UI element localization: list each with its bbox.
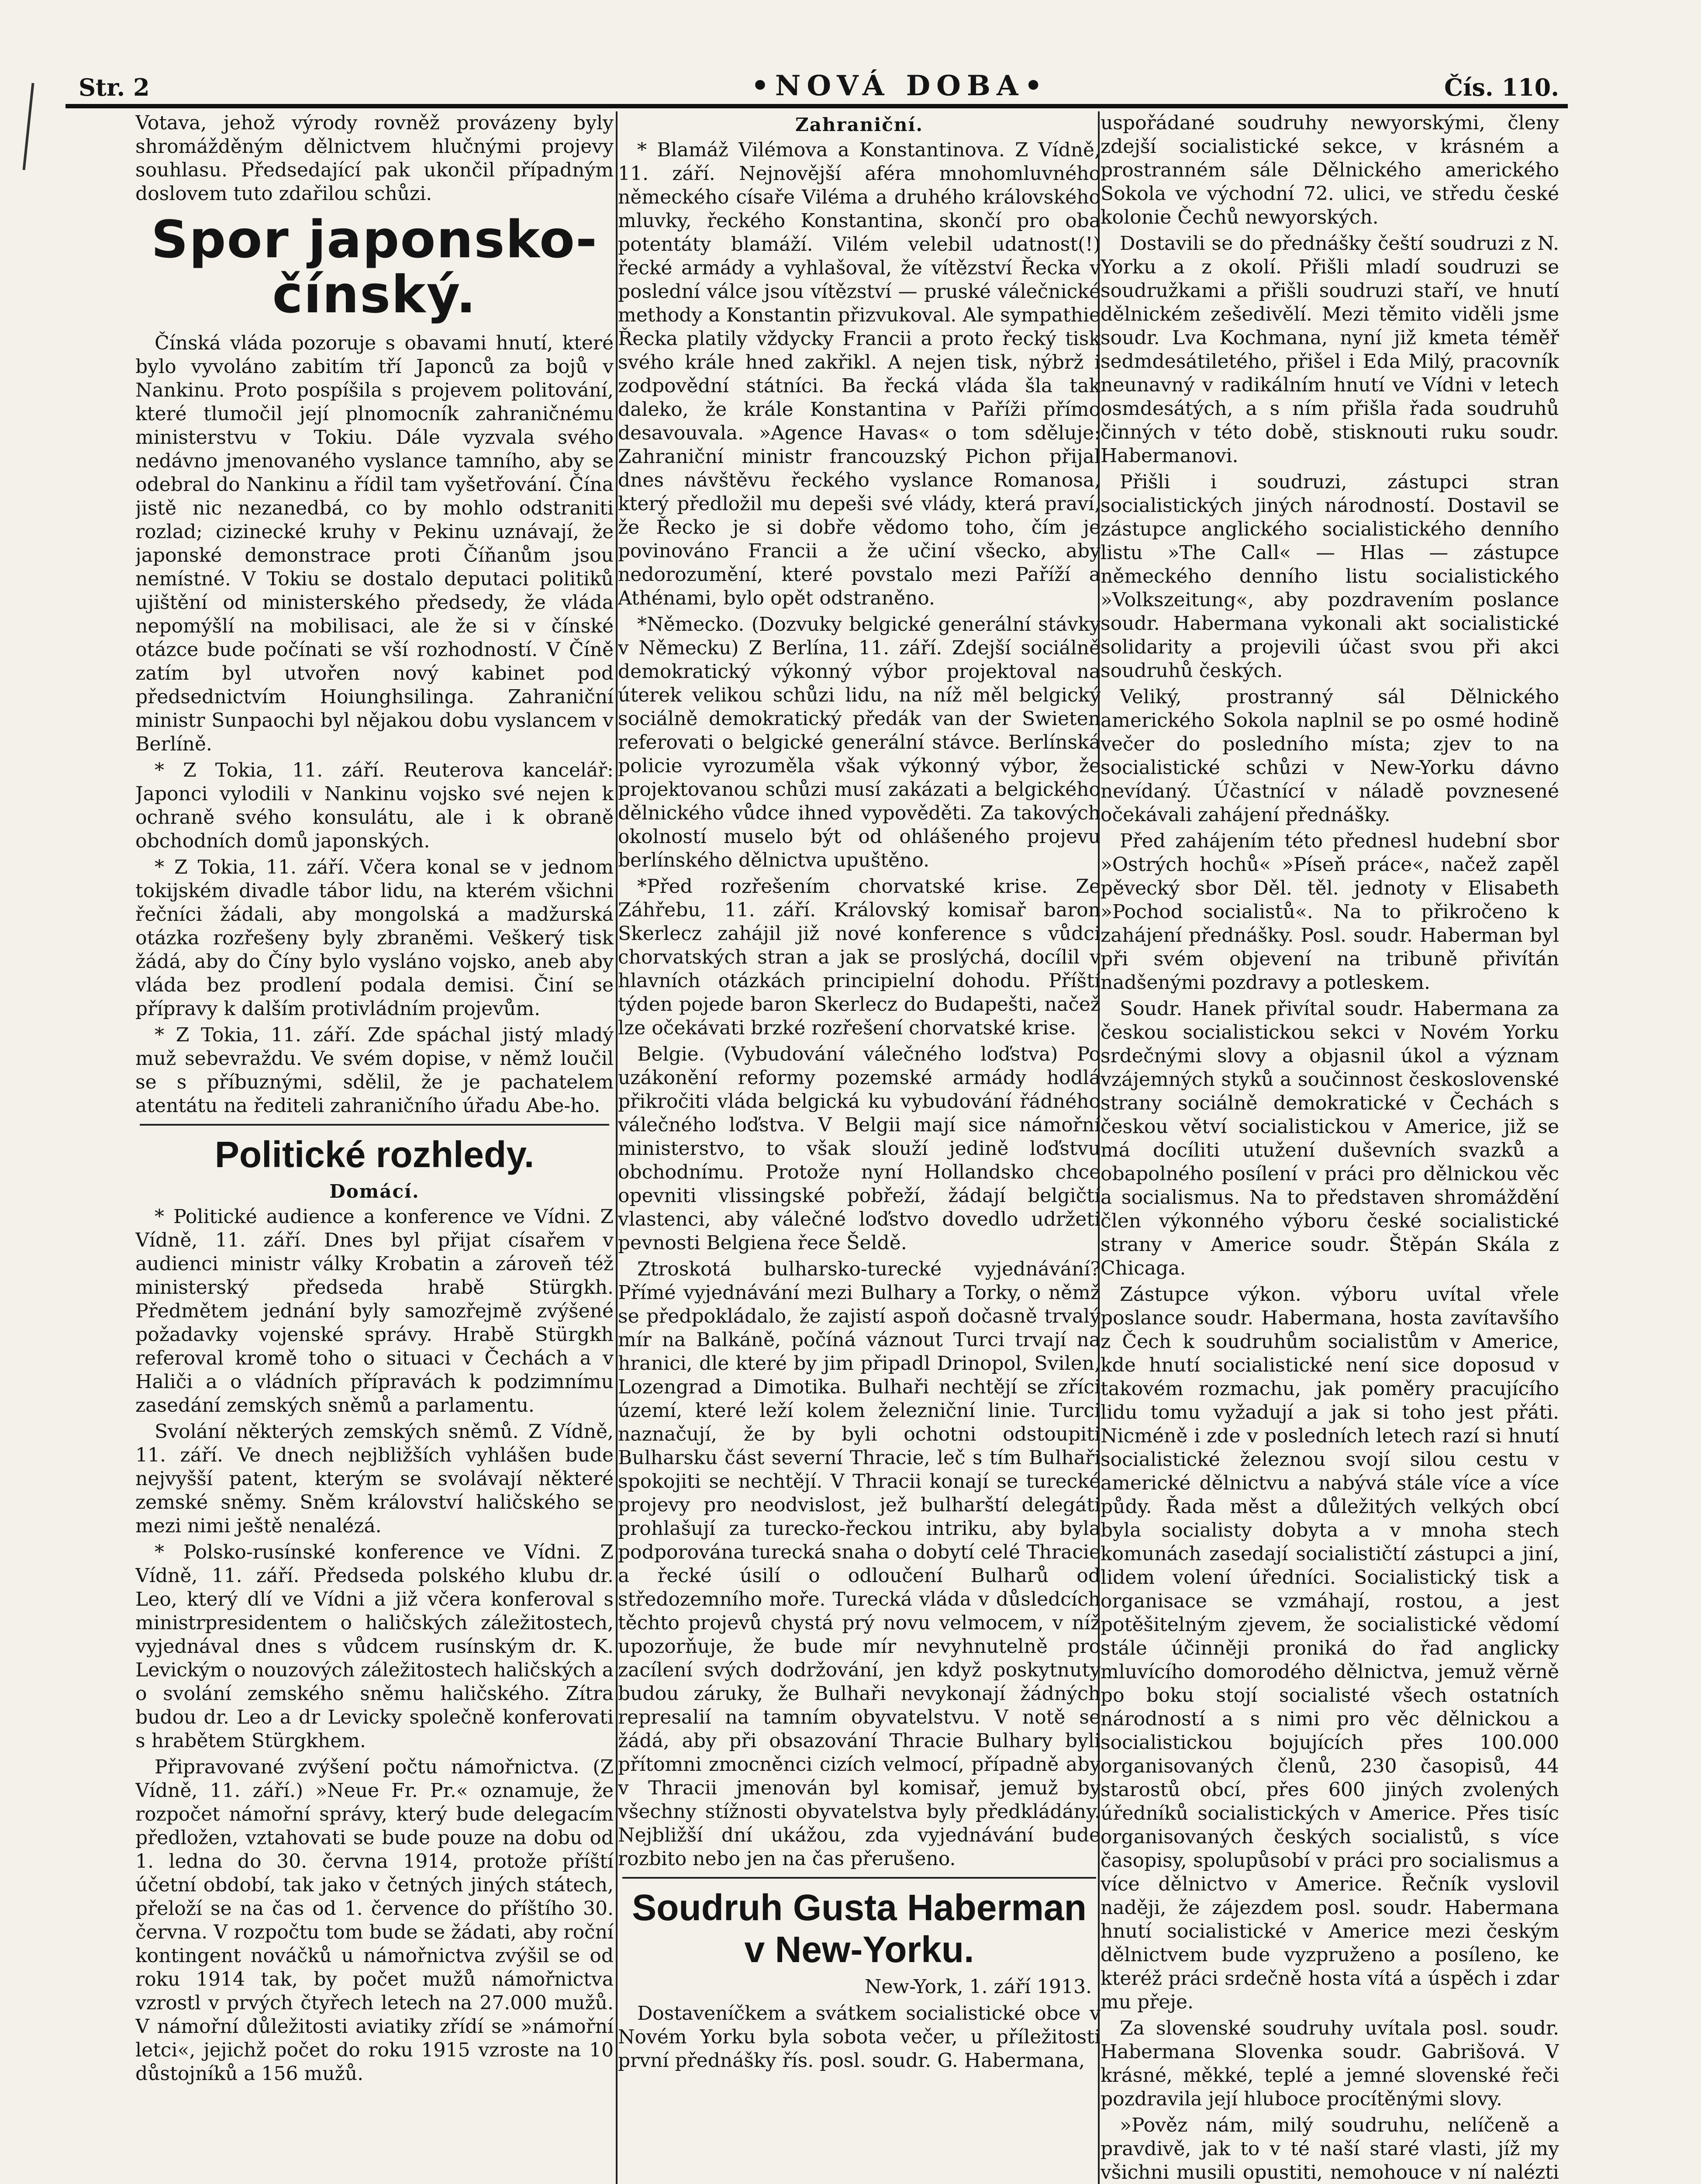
column-2: [618, 111, 1101, 2184]
news-item: Připravované zvýšení počtu námořnictva. (Z Vídně, 11. září.) »Neue Fr. Pr.« oznamuje, že rozpočet námořní správy, který bude delegacím předložen, vztahovati se bude pouze na dobu od 1. ledna do 30. června 1914, protože příští účetní období, tak jako v četných jiných státech, přeloží se na čas od 1. července do příštího 30. června. V rozpočtu tom bude se žádati, aby roční kontingent nováčků u námořnictva zvýšil se od roku 1914 tak, by počet mužů námořnictva vzrostl v prvých čtyřech letech na 27.000 mužů. V námořní důležitosti aviatiky zřídí se »námořní letci«, jejichž počet do roku 1915 vzroste na 10 důstojníků a 156 mužů.: [135, 1756, 614, 2085]
column-rule-1: [616, 111, 618, 2184]
article-paragraph: Dostaveníčkem a svátkem socialistické obce v Novém Yorku byla sobota večer, u příležitosti první přednášky řís. posl. soudr. G. Habermana,: [618, 2002, 1101, 2072]
news-item: Ztroskotá bulharsko-turecké vyjednávání? Přímé vyjednávání mezi Bulhary a Torky, o němž se předpokládalo, že zajistí aspoň dočasně trvalý mír na Balkáně, počíná váznout Turci trvají na hranici, dle které by jim připadl Drinopol, Svilen, Lozengrad a Dimotika. Bulhaři nechtějí se zříci území, které leží kolem železniční linie. Turci naznačují, že by byli ochotni odstoupiti Bulharsku část severní Thracie, leč s tím Bulhaři spokojiti se nechtějí. V Thracii konají se turecké projevy pro neodvislost, jež bulharští delegáti prohlašují za turecko-řeckou intriku, aby byla podporována turecká snaha o dobytí celé Thracie a řecké úsilí o odloučení Bulharů od středozemního moře. Turecká vláda v důsledcích těchto projevů chystá prý novu velmocem, v níž upozorňuje, že bude mír nevyhnutelně pro zacílení svých dodržování, jen když poskytnuty budou záruky, že Bulhaři nevykonají žádných represalií na tamním obyvatelstvu. V notě se žádá, aby při obsazování Thracie Bulhary byli přítomni zmocněnci cizích velmocí, případně aby v Thracii jmenován byl komisař, jemuž by všechny stížnosti obyvatelstva byly předkládány. Nejbližší dní ukážou, zda vyjednávání bude rozbito nebo jen na čas přerušeno.: [618, 1258, 1101, 1870]
news-item: Svolání některých zemských sněmů. Z Vídně, 11. září. Ve dnech nejbližších vyhlášen bude nejvyšší patent, kterým se svolávají některé zemské sněmy. Sněm království haličského se mezi nimi ještě nenalézá.: [135, 1420, 614, 1537]
column-3: [1101, 111, 1559, 2184]
news-item: * Blamáž Vilémova a Konstantinova. Z Vídně, 11. září. Nejnovější aféra mnohomluvného německého císaře Viléma a druhého královského mluvky, řeckého Konstantina, skončí pro oba potentáty blamáží. Vilém velebil udatnost(!) řecké armády a vyhlašoval, že vítězství Řecka v poslední válce jsou vítězství — pruské válečnické methody a Konstantin přizvukoval. Ale sympathie Řecka platily vždycky Francii a proto řecký tisk svého krále hned zakřikl. A nejen tisk, nýbrž i zodpovědní státníci. Ba řecká vláda šla tak daleko, že krále Konstantina v Paříži přímo desavouvala. »Agence Havas« o tom sděluje: Zahraniční ministr francouzský Pichon přijal dnes návštěvu řeckého vyslance Romanosa, který předložil mu depeši své vlády, která praví, že Řecko je si dobře vědomo toho, čím je povinováno Francii a že učiní všecko, aby nedorozumění, které povstalo mezi Paříží a Athénami, bylo opět odstraněno.: [618, 139, 1101, 609]
section-subtitle-domaci: Domácí.: [329, 1181, 420, 1202]
article-paragraph: * Z Tokia, 11. září. Reuterova kancelář: Japonci vylodili v Nankinu vojsko své nejen k ochraně svého konsulátu, ale i k obraně obchodních domů japonských.: [135, 759, 614, 852]
news-item: * Polsko-rusínské konference ve Vídni. Z Vídně, 11. září. Předseda polského klubu dr. Leo, který dlí ve Vídni a již včera konferoval s ministrpresidentem o haličských záležitostech, vyjednával dnes s vůdcem rusínským dr. K. Levickým o nouzových záležitostech haličských a o svolání zemského sněmu haličského. Zítra budou dr. Leo a dr Levicky společně konferovati s hrabětem Stürgkhem.: [135, 1541, 614, 1752]
section-title-politicke: Politické rozhledy.: [214, 1134, 535, 1175]
article-paragraph: uspořádané soudruhy newyorskými, členy zdejší socialistické sekce, v krásném a prostranném sále Dělnického amerického Sokola ve východní 72. ulici, ve středu české kolonie Čechů newyorských.: [1101, 112, 1559, 228]
article-paragraph: Soudr. Hanek přivítal soudr. Habermana za českou socialistickou sekci v Novém Yorku srdečnými slovy a objasnil úkol a význam vzájemných styků a součinnost československé strany sociálně demokratické v Čechách s českou větví socialistickou v Americe, již se má docíliti utužení duševních svazků a obapolného posílení v práci pro dělnickou věc a socialismus. Na to představen shromáždění člen výkonného výboru české socialistické strany v Americe soudr. Štěpán Skála z Chicaga.: [1101, 998, 1559, 1279]
article-paragraph: * Z Tokia, 11. září. Včera konal se v jednom tokijském divadle tábor lidu, na kterém všichni řečníci žádali, aby mongolská a madžurská otázka rozřešeny byly zbraněmi. Veškerý tisk žádá, aby do Číny bylo vysláno vojsko, aneb aby vláda bez prodlení podala demisi. Činí se přípravy k dalším protivládním projevům.: [135, 856, 614, 1020]
article-paragraph: * Z Tokia, 11. září. Zde spáchal jistý mladý muž sebevraždu. Ve svém dopise, v němž loučil se s příbuznými, sdělil, že je pachatelem atentátu na řediteli zahraničního úřadu Abe-ho.: [135, 1024, 614, 1117]
page-header: [66, 56, 1568, 108]
news-item: *Německo. (Dozvuky belgické generální stávky v Německu) Z Berlína, 11. září. Zdejší sociálně demokratický výkonný výbor projektoval na úterek velikou schůzi lidu, na níž měl belgický sociálně demokratický předák van der Swieten referovati o belgické generální stávce. Berlínská policie vyrozuměla však výkonný výbor, že projektovanou schůzi musí zakázati a belgického dělnického vůdce ihned vypověděti. Za takových okolností muselo být od ohlášeného projevu berlínského dělnictva upuštěno.: [618, 613, 1101, 871]
masthead: •NOVÁ DOBA•: [751, 69, 1049, 102]
news-item: Belgie. (Vybudování válečného loďstva) Po uzákonění reformy pozemské armády hodlá přikročiti vláda belgická ku vybudování řádného válečného loďstva. V Belgii mají sice námořní ministerstvo, to však slouží jedině loďstvu obchodnímu. Protože nyní Hollandsko chce opevniti vlissingské pobřeží, žádají belgičtí vlastenci, aby válečné loďstvo dovedlo udržeti pevnosti Belgiena řece Šeldě.: [618, 1043, 1101, 1254]
article-paragraph: Zástupce výkon. výboru uvítal vřele poslance soudr. Habermana, hosta zavítavšího z Čech k soudruhům socialistům v Americe, kde hnutí socialistické není sice doposud v takovém rozmachu, jak poměry pracujícího lidu tomu vyžadují a jak si toho jest přáti. Nicméně i zde v posledních letech razí si hnutí socialistické železnou svojí silou cestu v americké dělnictvu a nabývá stále více a více půdy. Řada měst a důležitých velkých obcí byla socialisty dobyta a v mnoha stech komunách zasedají socialističtí zástupci a jiní, lidem volení úředníci. Socialistický tisk a organisace se vzmáhají, rostou, a jest potěšitelným zjevem, že socialistické vědomí stále účinněji proniká do řad anglicky mluvícího domorodého dělnictva, jemuž věrně po boku stojí socialisté všech ostatních národností a s nimi pro věc dělnickou a socialistickou bojujících přes 100.000 organisovaných členů, 230 časopisů, 44 starostů obcí, přes 600 jiných zvolených úředníků socialistických v Americe. Přes tisíc organisovaných českých socialistů, s více časopisy, spolupůsobí v práci pro socialismus a více dělnictvo v Americe. Řečník vyslovil naději, že zájezdem posl. soudr. Habermana hnutí socialistické v Americe mezi českým dělnictvem bude vyzpruženo a posíleno, ke kteréž práci srdečně hosta vítá a úspěch i zdar mu přeje.: [1101, 1283, 1559, 2013]
margin-pen-mark: [23, 83, 38, 170]
section-subtitle-zahranicni: Zahraniční.: [795, 114, 923, 135]
article-title-haberman: Soudruh Gusta Haberman v New-Yorku.: [632, 1887, 1087, 1970]
news-item: *Před rozřešením chorvatské krise. Ze Záhřebu, 11. září. Královský komisař baron Skerlecz zahájil již nové konference s vůdci chorvatských stran a jak se proslýchá, docílil v hlavních otázkách principielní dohodu. Příští týden pojede baron Skerlecz do Budapešti, načež lze očekávati brzké rozřešení chorvatské krise.: [618, 875, 1101, 1039]
section-divider: [140, 1124, 609, 1126]
dateline: New-York, 1. září 1913.: [864, 1976, 1092, 1998]
article-title-spor: Spor japonsko-čínský.: [151, 209, 598, 325]
news-item: * Politické audience a konference ve Vídni. Z Vídně, 11. září. Dnes byl přijat císařem v audienci ministr války Krobatin a zároveň též ministerský předseda hrabě Stürgkh. Předmětem jednání byly samozřejmě zvýšené požadavky vojenské správy. Hrabě Stürgkh referoval kromě toho o situaci v Čechách a v Haliči a o vládních přípravách k podzimnímu zasedání zemských sněmů a parlamentu.: [135, 1206, 614, 1417]
article-paragraph: Za slovenské soudruhy uvítala posl. soudr. Habermana Slovenka soudr. Gabrišová. V krásné, měkké, teplé a jemné slovenské řeči pozdravila její hluboce procítěnými slovy.: [1101, 2017, 1559, 2110]
article-paragraph: Čínská vláda pozoruje s obavami hnutí, které bylo vyvoláno zabitím tří Japonců za bojů v Nankinu. Proto pospíšila s projevem politování, které tlumočil její plnomocník zahraničnému ministerstvu v Tokiu. Dále vyzvala svého nedávno jmenovaného vyslance tamního, aby se odebral do Nankinu a řídil tam vyšetřování. Čína jistě nic nezanedbá, co by mohlo odstraniti rozlad; cizinecké kruhy v Pekinu uznávají, že japonské demonstrace proti Číňanům jsou nemístné. V Tokiu se dostalo deputaci politiků ujištění od ministerského předsedy, že vláda nepomýšlí na mobilisaci, ale že si v čínské otázce bude počínati se vší rozhodností. V Číně zatím byl utvořen nový kabinet pod předsednictvím Hoiunghsilinga. Zahraniční ministr Sunpaochi byl nějakou dobu vyslancem v Berlíně.: [135, 332, 614, 755]
section-divider: [622, 1877, 1096, 1879]
issue-number: Čís. 110.: [1444, 73, 1559, 101]
column-1: [135, 111, 614, 2184]
article-paragraph: Přišli i soudruzi, zástupci stran socialistických jiných národností. Dostavil se zástupce anglického socialistického denního listu »The Call« — Hlas — zástupce německého denního listu socialistického »Volkszeitung«, aby pozdravením poslance soudr. Habermana vykonali akt socialistické solidarity a projevili účast svou při akci soudruhů českých.: [1101, 471, 1559, 682]
intro-paragraph: Votava, jehož výrody rovněž provázeny byly shromážděným dělnictvem hlučnými projevy souhlasu. Předsedající pak ukončil případným doslovem tuto zdařilou schůzi.: [135, 112, 614, 205]
article-paragraph: Před zahájením této přednesl hudební sbor »Ostrých hochů« »Píseň práce«, načež zapěl pěvecký sbor Děl. těl. jednoty v Elisabeth »Pochod socialistů«. Na to přikročeno k zahájení přednášky. Posl. soudr. Haberman byl při svém objevení na tribuně přivítán nadšenými pozdravy a potleskem.: [1101, 830, 1559, 994]
article-paragraph: Dostavili se do přednášky čeští soudruzi z N. Yorku a z okolí. Přišli mladí soudruzi se soudružkami a přišli soudruzi staří, ve hnutí dělnickém zešedivělí. Mezi těmito viděli jsme soudr. Lva Kochmana, nyní již kmeta téměř sedmdesátiletého, přišel i Eda Milý, pracovník neunavný v radikálním hnutí ve Vídni v letech osmdesátých, a s ním přišla řada soudruhů činných v této době, stisknouti ruku soudr. Habermanovi.: [1101, 232, 1559, 467]
article-paragraph: »Pověz nám, milý soudruhu, nelíčeně a pravdivě, jak to v té naší staré vlasti, jíž my všichni musili opustiti, nemohouce v ní nalézti: [1101, 2114, 1559, 2184]
page-number: Str. 2: [79, 73, 150, 101]
article-paragraph: Veliký, prostranný sál Dělnického amerického Sokola naplnil se po osmé hodině večer do posledního místa; zjev to na socialistické schůzi v New-Yorku dávno nevídaný. Účastnící v náladě povznesené očekávali zahájení přednášky.: [1101, 686, 1559, 826]
